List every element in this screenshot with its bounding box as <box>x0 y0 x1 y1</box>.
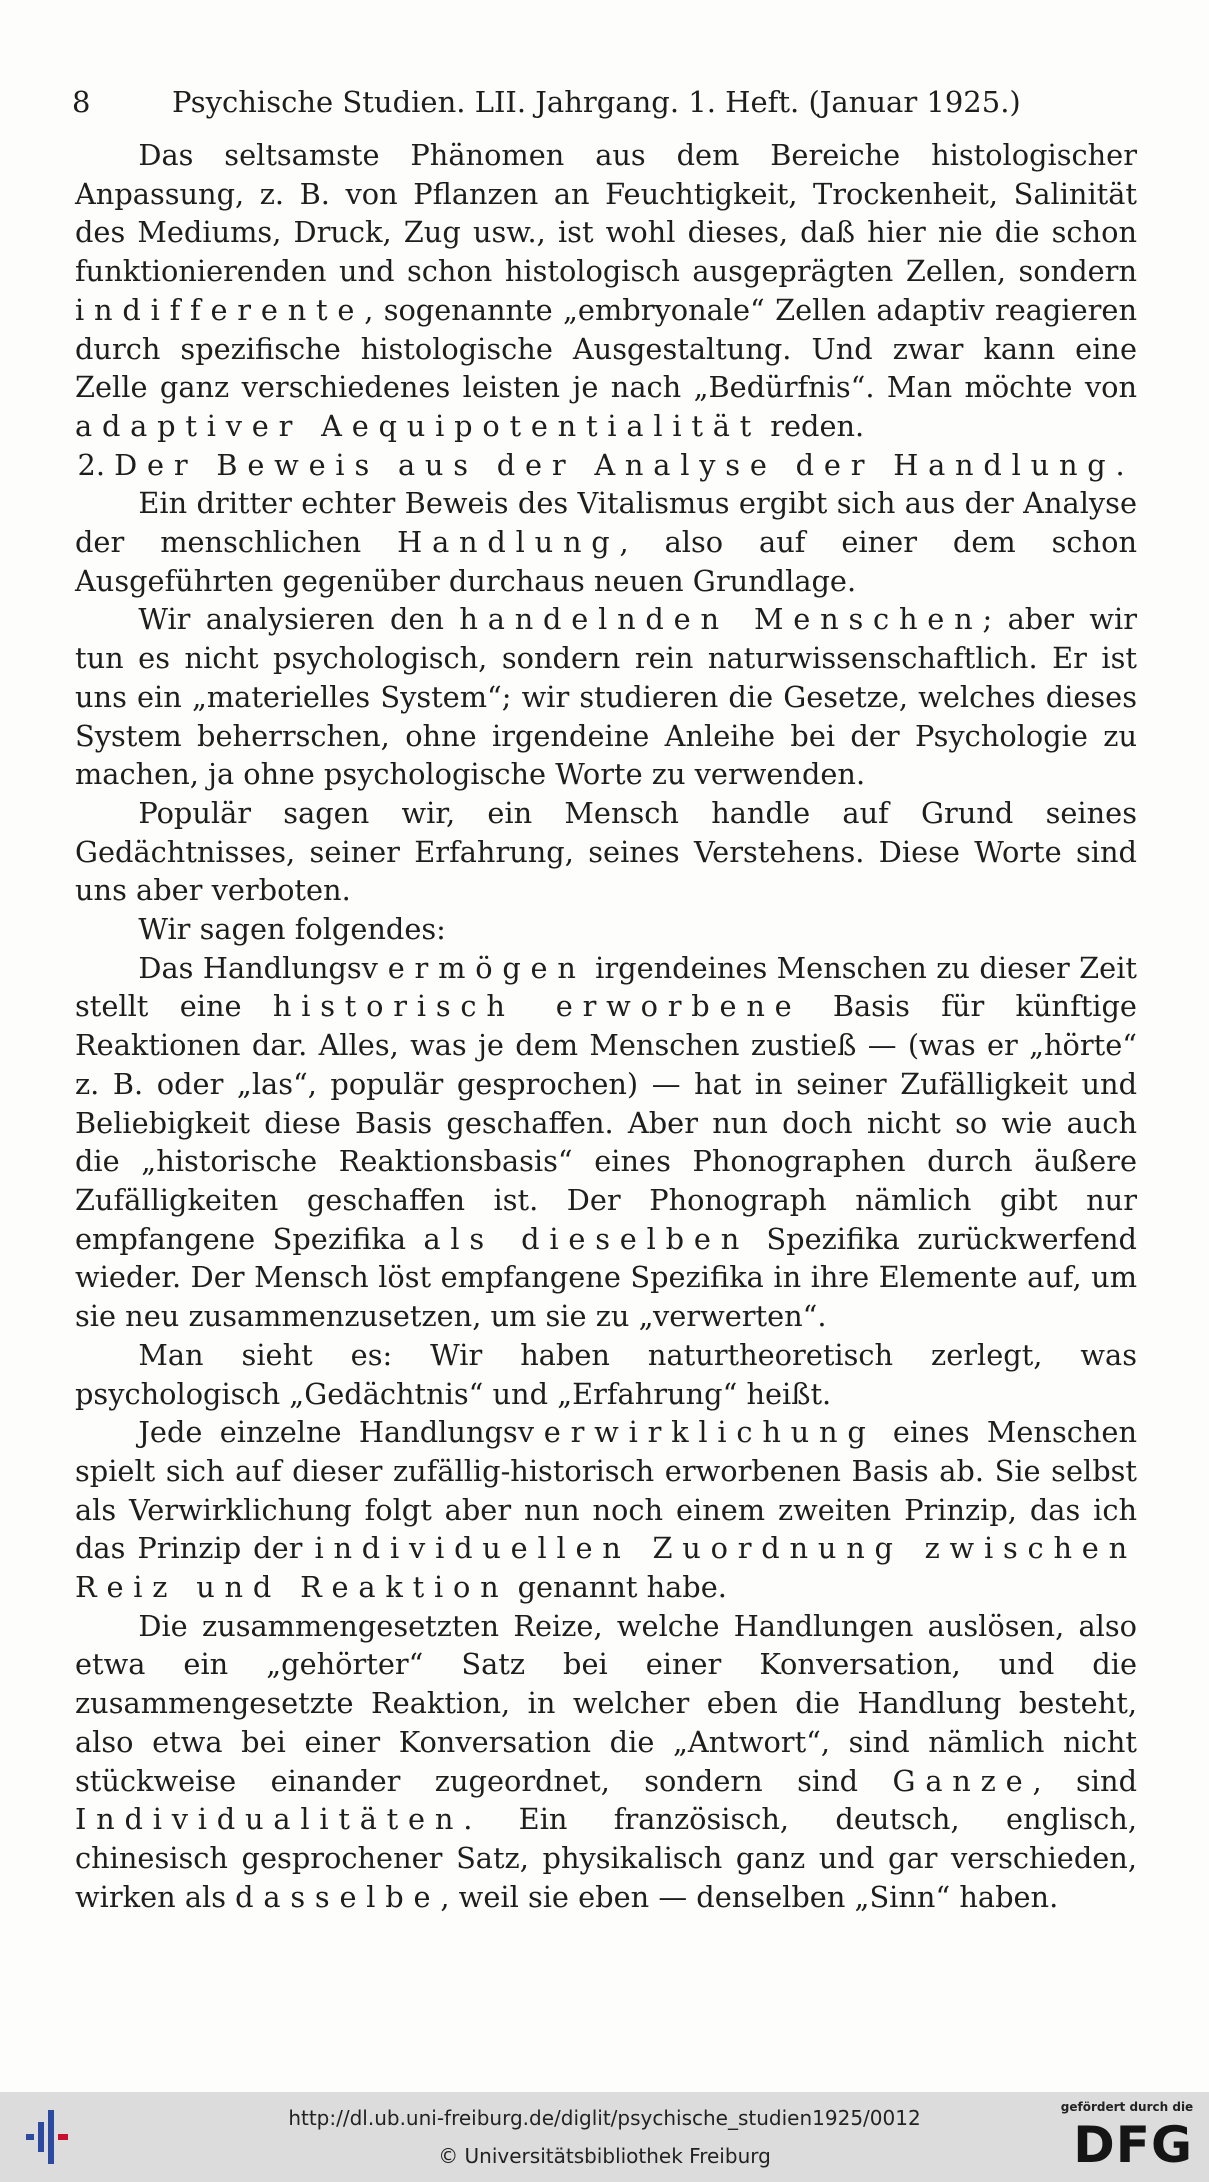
spaced-emphasis: handelnden Menschen <box>459 602 983 637</box>
text-run: Populär sagen wir, ein Mensch handle auf Grund seines Gedächtnisses, seiner Erfahrung, seines Verstehens. Diese Worte sind uns aber verboten. <box>75 795 1137 908</box>
paragraph <box>75 600 1137 794</box>
text-run: Wir analysieren den <box>138 602 460 637</box>
text-run: genannt habe. <box>508 1570 727 1605</box>
spaced-emphasis: indifferente <box>75 292 365 327</box>
spaced-emphasis: Handlung <box>397 525 620 560</box>
spaced-emphasis: dasselbe <box>235 1879 441 1914</box>
text-run: Man sieht es: Wir haben naturtheoretisch zerlegt, was psychologisch „Gedächtnis“ und „Erfahrung“ heißt. <box>75 1337 1137 1411</box>
text-run: 2. <box>77 447 115 482</box>
paragraph <box>75 1413 1137 1607</box>
paragraph <box>75 910 1137 949</box>
text-run: Die zusammengesetzten Reize, welche Handlungen auslösen, also etwa ein „gehörter“ Satz bei einer Konversation, und die zusammengesetzte Reaktion, in welcher eben die Handlung besteht, also etwa bei einer Konversation die „Antwort“, sind nämlich nicht stückweise einander zugeordnet, sondern sind <box>75 1608 1137 1798</box>
paragraph <box>75 136 1137 446</box>
text-run: Das Handlungs <box>138 950 362 985</box>
text-run: , weil sie eben — denselben „Sinn“ haben. <box>440 1879 1059 1914</box>
spaced-emphasis: verwirklichung <box>517 1415 876 1450</box>
body-text <box>75 136 1137 1916</box>
text-run: , sogenannte „embryonale“ Zellen adaptiv reagieren durch spezifische histologische Ausgestaltung. Und zwar kann eine Zelle ganz verschiedenes leisten je nach „Bedürfnis“. Man möchte von <box>75 292 1137 405</box>
text-run: , sind <box>1032 1763 1137 1798</box>
text-run: Jede einzelne Handlungs <box>138 1415 518 1450</box>
paragraph <box>75 1336 1137 1413</box>
spaced-emphasis: Der Beweis aus der Analyse der Handlung. <box>114 447 1135 482</box>
page-number: 8 <box>72 85 91 119</box>
page-header <box>72 78 1072 126</box>
paragraph <box>75 1607 1137 1917</box>
paragraph <box>75 949 1137 1336</box>
text-run: eines Menschen spielt sich auf dieser zufällig-historisch erworbenen Basis ab. Sie selbst als Verwirklichung folgt aber nun noch einem zweiten Prinzip, das ich das Prinzip der <box>75 1415 1137 1566</box>
dfg-logo: DFG <box>1073 2116 1193 2174</box>
section-heading <box>75 446 1137 485</box>
spaced-emphasis: individuellen Zuordnung zwischen Reiz und Reaktion <box>75 1531 1137 1605</box>
text-run: Das seltsamste Phänomen aus dem Bereiche histologischer Anpassung, z. B. von Pflanzen an Feuchtigkeit, Trockenheit, Salinität des Mediums, Druck, Zug usw., ist wohl dieses, daß hier nie die schon funktionierenden und schon histologisch ausgeprägten Zellen, sondern <box>75 138 1137 289</box>
text-run: Spezifika zurückwerfend wieder. Der Mensch löst empfangene Spezifika in ihre Elemente auf, um sie neu zusammenzusetzen, um sie zu „verwerten“. <box>75 1221 1137 1334</box>
text-run: Ein dritter echter Beweis des Vitalismus ergibt sich aus der Analyse der menschlichen <box>75 486 1137 560</box>
footer-url[interactable]: http://dl.ub.uni-freiburg.de/diglit/psychische_studien1925/0012 <box>288 2106 921 2130</box>
spaced-emphasis: historisch erworbene <box>272 989 802 1024</box>
text-run: irgendeines Menschen zu dieser Zeit stellt eine <box>75 950 1137 1024</box>
footer-copyright: © Universitätsbibliothek Freiburg <box>438 2144 771 2168</box>
paragraph <box>75 794 1137 910</box>
text-run: Basis für künftige Reaktionen dar. Alles, was je dem Menschen zustieß — (was er „hörte“ z. B. oder „las“, populär gesprochen) — hat in seiner Zufälligkeit und Beliebigkeit diese Basis geschaffen. Aber nun doch nicht so wie auch die „historische Reaktionsbasis“ eines Phonographen durch äußere Zufälligkeiten geschaffen ist. Der Phonograph nämlich gibt nur empfangene Spezifika <box>75 989 1137 1256</box>
spaced-emphasis: Ganze <box>892 1763 1033 1798</box>
text-run: ; aber wir tun es nicht psychologisch, sondern rein naturwissenschaftlich. Er ist uns ein „materielles System“; wir studieren die Gesetze, welches dieses System beherrschen, ohne irgendeine Anleihe bei der Psychologie zu machen, ja ohne psychologische Worte zu verwenden. <box>75 602 1137 792</box>
viewer-footer <box>0 2092 1209 2182</box>
paragraph <box>75 484 1137 600</box>
text-run: . Ein französisch, deutsch, englisch, chinesisch gesprochener Satz, physikalisch ganz und gar verschieden, wirken als <box>75 1802 1137 1914</box>
text-run: Wir sagen folgendes: <box>138 912 446 947</box>
spaced-emphasis: vermögen <box>361 950 586 985</box>
spaced-emphasis: Individualitäten <box>75 1802 464 1837</box>
running-title: Psychische Studien. LII. Jahrgang. 1. Heft. (Januar 1925.) <box>172 85 1021 119</box>
dfg-note: gefördert durch die <box>1060 2100 1194 2114</box>
spaced-emphasis: adaptiver Aequipotentialität <box>75 408 762 443</box>
spaced-emphasis: als dieselben <box>423 1221 750 1256</box>
text-run: , also auf einer dem schon Ausgeführten gegenüber durchaus neuen Grundlage. <box>75 525 1137 598</box>
text-run: reden. <box>761 408 865 443</box>
